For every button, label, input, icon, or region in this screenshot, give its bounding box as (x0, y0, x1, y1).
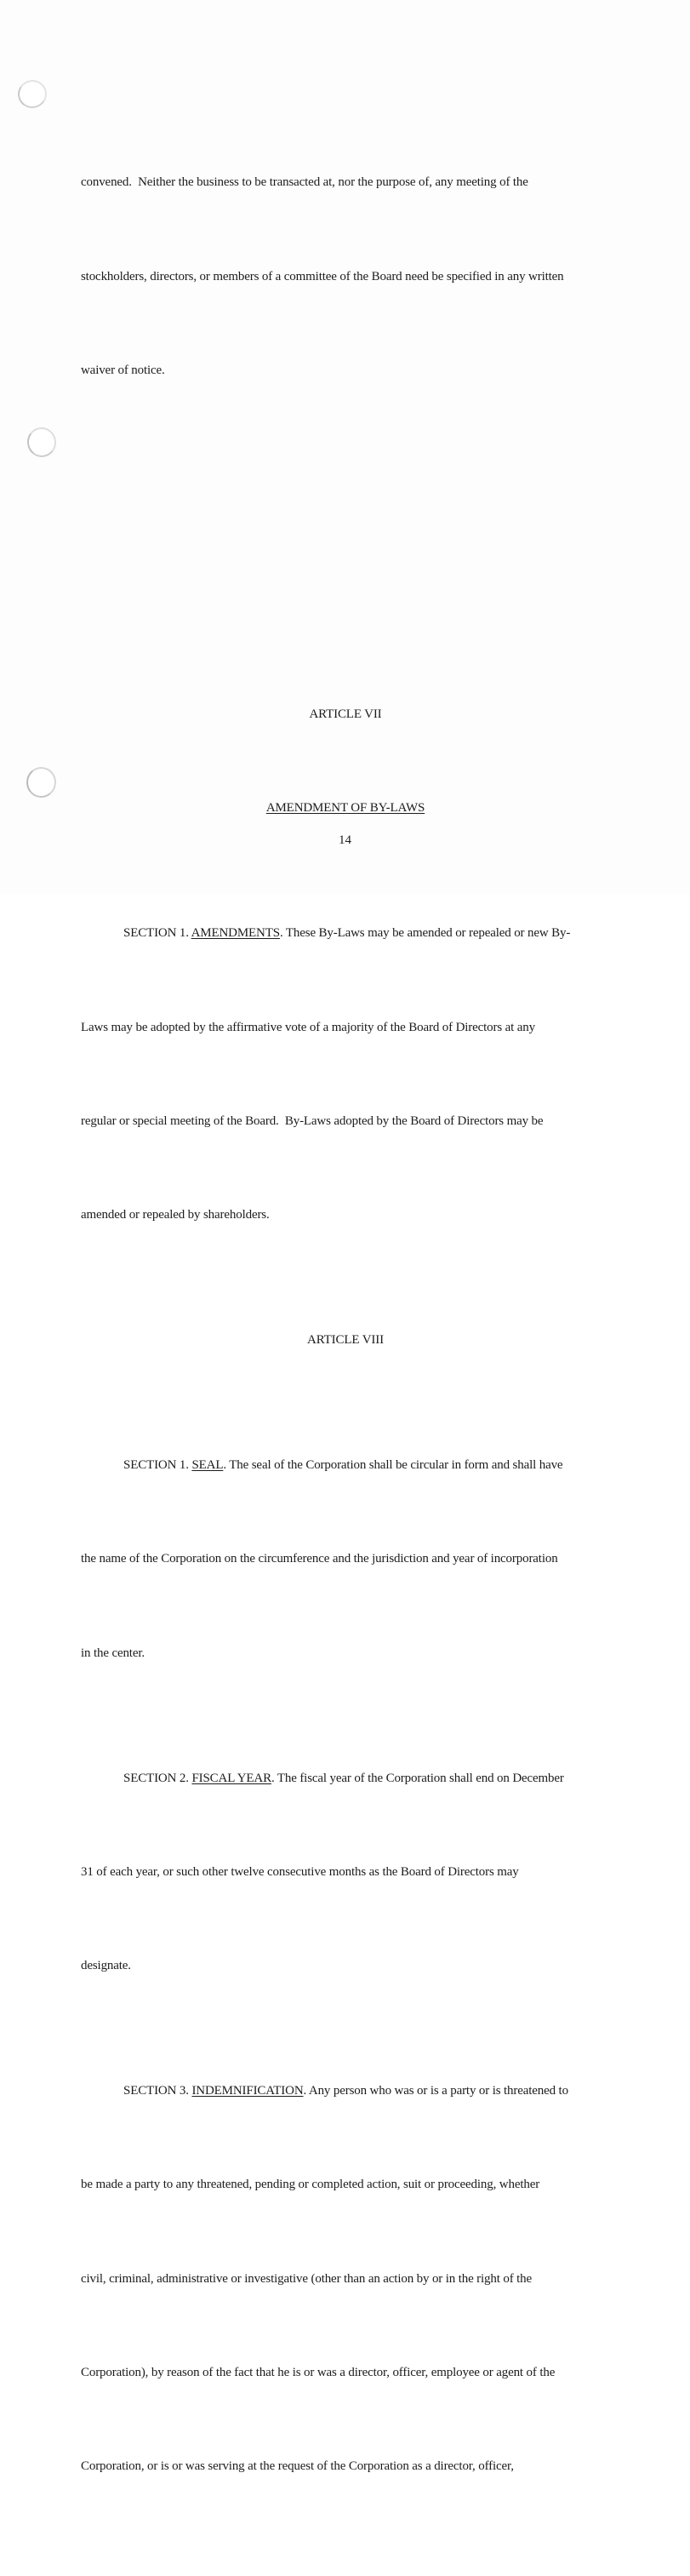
body-text: . Any person who was or is a party or is threatened to (303, 2084, 568, 2098)
body-text: 31 of each year, or such other twelve consecutive months as the Board of Directors may (81, 1864, 519, 1879)
hole-punch-bottom-icon (25, 765, 58, 799)
heading-text: AMENDMENT OF BY-LAWS (265, 801, 425, 816)
body-line (81, 2451, 610, 2482)
section-title: INDEMNIFICATION (191, 2084, 304, 2098)
section-title: AMENDMENTS (191, 926, 280, 941)
section-1-amendments-line (81, 918, 610, 949)
body-line (81, 1950, 610, 1982)
body-text: Laws may be adopted by the affirmative vote of a majority of the Board of Directors at any (81, 1020, 535, 1034)
heading-text: ARTICLE VIII (307, 1333, 384, 1347)
article-viii-heading (81, 1325, 610, 1356)
body-text: be made a party to any threatened, pending or completed action, suit or proceeding, whether (81, 2178, 540, 2192)
section-title: SEAL (191, 1458, 224, 1472)
blank-line (81, 574, 610, 605)
section-label: SECTION 2. (123, 1771, 192, 1785)
blank-line (81, 480, 610, 512)
section-label: SECTION 1. (123, 1458, 192, 1472)
section-2-fiscal-year-line (81, 1763, 610, 1795)
body-line (81, 2357, 610, 2389)
body-line (81, 1199, 610, 1231)
body-text: . These By-Laws may be amended or repealed or new By- (279, 926, 571, 941)
section-1-seal-line (81, 1450, 610, 1481)
body-line (81, 1106, 610, 1137)
section-title: FISCAL YEAR (191, 1771, 271, 1785)
section-label: SECTION 3. (123, 2084, 192, 2098)
section-label: SECTION 1. (123, 926, 191, 941)
hole-punch-top-icon (15, 77, 49, 111)
body-text: convened. Neither the business to be transacted at, nor the purpose of, any meeting of the (81, 175, 528, 190)
body-text: waiver of notice. (81, 363, 165, 377)
document-body (81, 73, 610, 2576)
body-text: Corporation, or is or was serving at the request of the Corporation as a director, officer, (81, 2459, 514, 2473)
body-line (81, 167, 610, 198)
body-line (81, 2264, 610, 2295)
body-line (81, 1543, 610, 1575)
body-text: in the center. (81, 1646, 145, 1660)
page-number: 14 (339, 833, 351, 847)
body-text: . The fiscal year of the Corporation shall end on December (271, 1771, 564, 1785)
body-text: regular or special meeting of the Board. By-Laws adopted by the Board of Directors may be (81, 1113, 544, 1128)
hole-punch-middle-icon (26, 426, 59, 459)
heading-text: ARTICLE VII (309, 707, 382, 721)
body-line (81, 261, 610, 293)
body-line (81, 1857, 610, 1888)
body-text: amended or repealed by shareholders. (81, 1208, 270, 1222)
body-text: designate. (81, 1959, 131, 1972)
body-text: . The seal of the Corporation shall be circular in form and shall have (223, 1458, 563, 1472)
body-text: Corporation), by reason of the fact that he is or was a director, officer, employee or agent of the (81, 2365, 556, 2379)
body-line (81, 1012, 610, 1044)
body-text: civil, criminal, administrative or investigative (other than an action by or in the right of the (81, 2271, 533, 2286)
article-vii-heading (81, 699, 610, 730)
body-text: the name of the Corporation on the circumference and the jurisdiction and year of incorporation (81, 1552, 558, 1566)
body-line (81, 1638, 610, 1669)
body-line (81, 2169, 610, 2201)
body-text: stockholders, directors, or members of a committee of the Board need be specified in any written (81, 269, 564, 283)
body-line (81, 355, 610, 386)
amendment-of-by-laws-heading (81, 793, 610, 824)
section-3-indemnification-line (81, 2075, 610, 2107)
